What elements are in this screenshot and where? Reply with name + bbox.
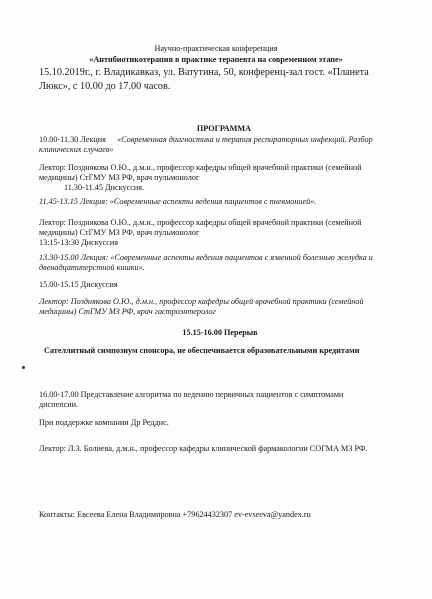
s1-topic-b: клинических случаев» <box>39 145 114 154</box>
satellite-symposium: Сателлитный симпозиум спонсора, не обеспечивается образовательными кредитами <box>44 346 360 355</box>
program-title: ПРОГРАММА <box>196 124 252 133</box>
s3-lecturer-a: Лектор: Позднякова О.Ю., д.м.н., профессор кафедры общей врачебной практики (семейной <box>39 297 364 306</box>
conference-title: «Антибиотикотерапия в практике терапевта на современном этапе» <box>89 55 343 64</box>
s3-discussion: 15.00-15.15 Дискуссия <box>39 280 118 289</box>
break-line: 15.15-16.00 Перерыв <box>182 328 258 337</box>
s3-lecturer-b: медицины) СтГМУ МЗ РФ, врач гастроэнтеролог <box>39 307 216 316</box>
s1-lecturer-b: медицины) СтГМУ МЗ РФ, врач пульмонолог <box>39 173 200 182</box>
s3-line-b: двенадцатиперстной кишки». <box>39 263 145 272</box>
s1-lecturer-a: Лектор: Позднякова О.Ю., д.м.н., профессор кафедры общей врачебной практики (семейной <box>39 163 362 172</box>
s4-line-a: 16.00-17.00 Представление алгоритма по ведению первичных пациентов с симптомами <box>39 390 344 399</box>
s1-topic-a: «Современная диагностика и терапия респираторных инфекций. Разбор <box>117 135 373 144</box>
contacts-line: Контакты: Евсеева Елена Владимировна +79624432307 ev-evseeva@yandex.ru <box>39 510 311 519</box>
margin-dot <box>22 366 25 369</box>
conference-type: Научно-практическая конференция <box>154 44 278 53</box>
s2-lecturer-b: медицины) СтГМУ МЗ РФ, врач пульмонолог <box>39 228 200 237</box>
s2-line: 11.45-13.15 Лекция: «Современные аспекты ведения пациентов с пневмонией». <box>39 197 317 206</box>
s2-lecturer-a: Лектор: Позднякова О.Ю., д.м.н., профессор кафедры общей врачебной практики (семейной <box>39 218 362 227</box>
s2-discussion: 13:15-13:30 Дискуссия <box>39 238 119 247</box>
s1-discussion: 11.30-11.45 Дискуссия. <box>64 183 145 192</box>
s4-line-b: диспепсии. <box>39 400 79 409</box>
s1-time: 10.00-11.30 Лекция <box>39 135 106 144</box>
conference-time: Люкс», с 10.00 до 17.00 часов. <box>39 81 171 92</box>
s4-support: При поддержке компании Др Реддис. <box>39 418 169 427</box>
conference-place: 15.10.2019г., г. Владикавказ, ул. Ватутина, 50, конференц-зал гост. «Планета <box>39 67 369 78</box>
s4-lecturer: Лектор: Л.З. Болиева, д.м.н., профессор кафедры клинической фармакологии СОГМА МЗ РФ. <box>39 444 368 453</box>
s3-line-a: 13.30-15.00 Лекция: «Современные аспекты ведения пациентов с язвенной болезнью желудка и <box>39 253 373 262</box>
